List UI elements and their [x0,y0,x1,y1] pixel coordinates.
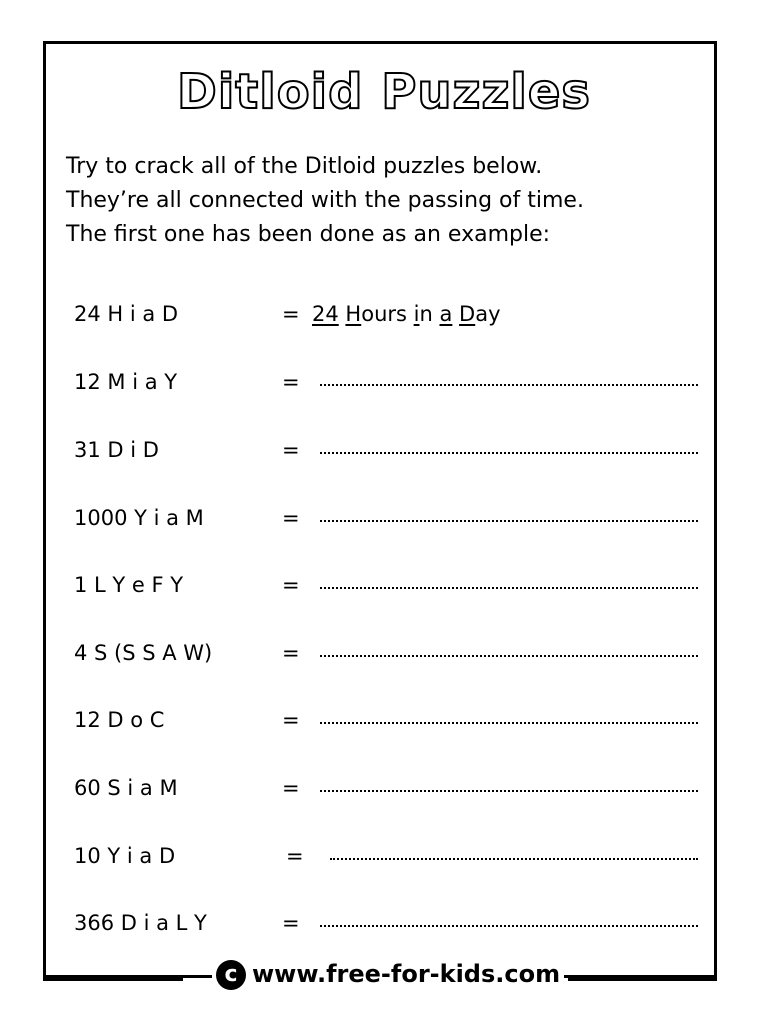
footer [0,960,768,1000]
puzzle-row [74,708,714,744]
puzzle-code: 10 Y i a D [74,844,176,868]
page-title: Ditloid Puzzles [177,64,591,120]
footer-rule-right [568,978,717,981]
answer-blank[interactable] [320,722,698,724]
puzzle-row [74,844,714,880]
answer-blank[interactable] [320,925,698,927]
answer-blank[interactable] [320,520,698,522]
puzzle-row [74,911,714,947]
puzzle-row [74,370,714,406]
answer-blank[interactable] [320,790,698,792]
puzzle-code: 60 S i a M [74,776,178,800]
instructions [66,150,584,252]
equals-sign: = [282,708,300,732]
equals-sign: = [282,573,300,597]
footer-url[interactable]: www.free-for-kids.com [252,960,561,988]
example-row [74,302,714,338]
puzzle-code: 24 H i a D [74,302,179,326]
puzzle-code: 31 D i D [74,438,159,462]
equals-sign: = [282,776,300,800]
puzzle-row [74,438,714,474]
puzzle-row [74,573,714,609]
answer-blank[interactable] [320,452,698,454]
equals-sign: = [286,844,304,868]
puzzle-code: 1000 Y i a M [74,506,204,530]
answer-blank[interactable] [330,858,698,860]
equals-sign: = [282,370,300,394]
puzzle-code: 12 D o C [74,708,165,732]
equals-sign: = [282,302,300,326]
instruction-line: They’re all connected with the passing of time. [66,188,584,213]
example-answer: 24 Hours in a Day [312,302,501,326]
puzzle-code: 1 L Y e F Y [74,573,184,597]
equals-sign: = [282,506,300,530]
equals-sign: = [282,438,300,462]
equals-sign: = [282,641,300,665]
answer-blank[interactable] [320,655,698,657]
footer-credit [212,960,564,990]
footer-rule-left [43,978,183,981]
puzzle-row [74,506,714,542]
instruction-line: The first one has been done as an example: [66,222,551,247]
answer-blank[interactable] [320,384,698,386]
puzzle-code: 12 M i a Y [74,370,178,394]
puzzle-row [74,776,714,812]
answer-blank[interactable] [320,587,698,589]
puzzle-row [74,641,714,677]
puzzle-code: 4 S (S S A W) [74,641,213,665]
instruction-line: Try to crack all of the Ditloid puzzles below. [66,154,543,179]
equals-sign: = [282,911,300,935]
copyright-icon: c [216,960,246,990]
puzzle-code: 366 D i a L Y [74,911,207,935]
